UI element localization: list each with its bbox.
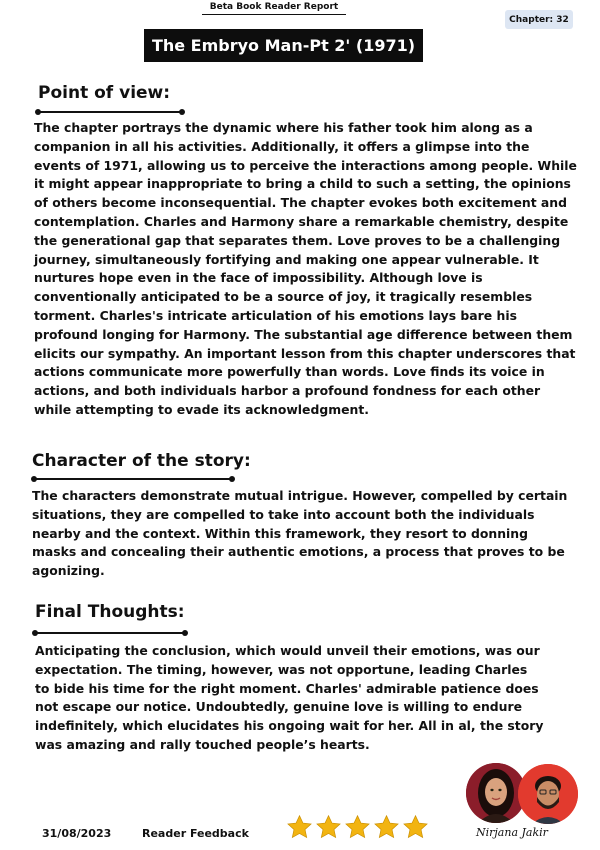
star-rating [286,814,429,841]
character-rule [34,478,232,480]
point-of-view-rule [38,111,182,113]
character-text: The characters demonstrate mutual intrigue. However, compelled by certain situations, they are compelled to take into account both the individuals nearby and the context. Within this framework, they resort to donning masks and concealing their authentic emotions, a process that proves to be agonizing. [32,488,568,579]
report-date: 31/08/2023 [42,827,112,840]
chapter-badge: Chapter: 32 [505,10,573,29]
report-header-label: Beta Book Reader Report [209,2,339,12]
star-icon [344,814,371,841]
final-thoughts-heading: Final Thoughts: [35,602,185,622]
point-of-view-text: The chapter portrays the dynamic where his father took him along as a companion in all his activities. Additionally, it offers a glimpse into the events of 1971, allowing us to perceive the interactions among people. While it might appear inappropriate to bring a child to such a setting, the opinions of others become inconsequential. The chapter evokes both excitement and contemplation. Charles and Harmony share a remarkable chemistry, despite the generational gap that separates them. Love proves to be a challenging journey, simultaneously fortifying and making one appear vulnerable. It nurtures hope even in the face of impossibility. Although love is conventionally anticipated to be a source of joy, it tragically resembles torment. Charles's intricate articulation of his emotions lays bare his profound longing for Harmony. The substantial age difference between them elicits our sympathy. An important lesson from this chapter underscores that actions communicate more powerfully than words. Love finds its voice in actions, and both individuals harbor a profound fondness for each other while attempting to evade its acknowledgment. [34,120,577,417]
star-icon [286,814,313,841]
final-thoughts-text: Anticipating the conclusion, which would unveil their emotions, was our expectation. The timing, however, was not opportune, leading Charles to bide his time for the right moment. Charles' admirable patience does not escape our notice. Undoubtedly, genuine love is willing to endure indefinitely, which elucidates his ongoing wait for her. All in al, the story was amazing and rally touched people’s hearts. [35,643,544,752]
star-icon [402,814,429,841]
authors-signature: Nirjana Jakir [476,826,548,839]
star-icon [373,814,400,841]
avatar-jakir [518,764,578,824]
final-thoughts-rule [35,632,185,634]
header-underline [202,14,346,15]
avatar-nirjana [466,763,526,823]
point-of-view-heading: Point of view: [38,83,171,103]
star-icon [315,814,342,841]
reader-feedback-label: Reader Feedback [142,827,249,840]
report-title: The Embryo Man-Pt 2' (1971) [144,29,423,62]
character-heading: Character of the story: [32,451,251,471]
